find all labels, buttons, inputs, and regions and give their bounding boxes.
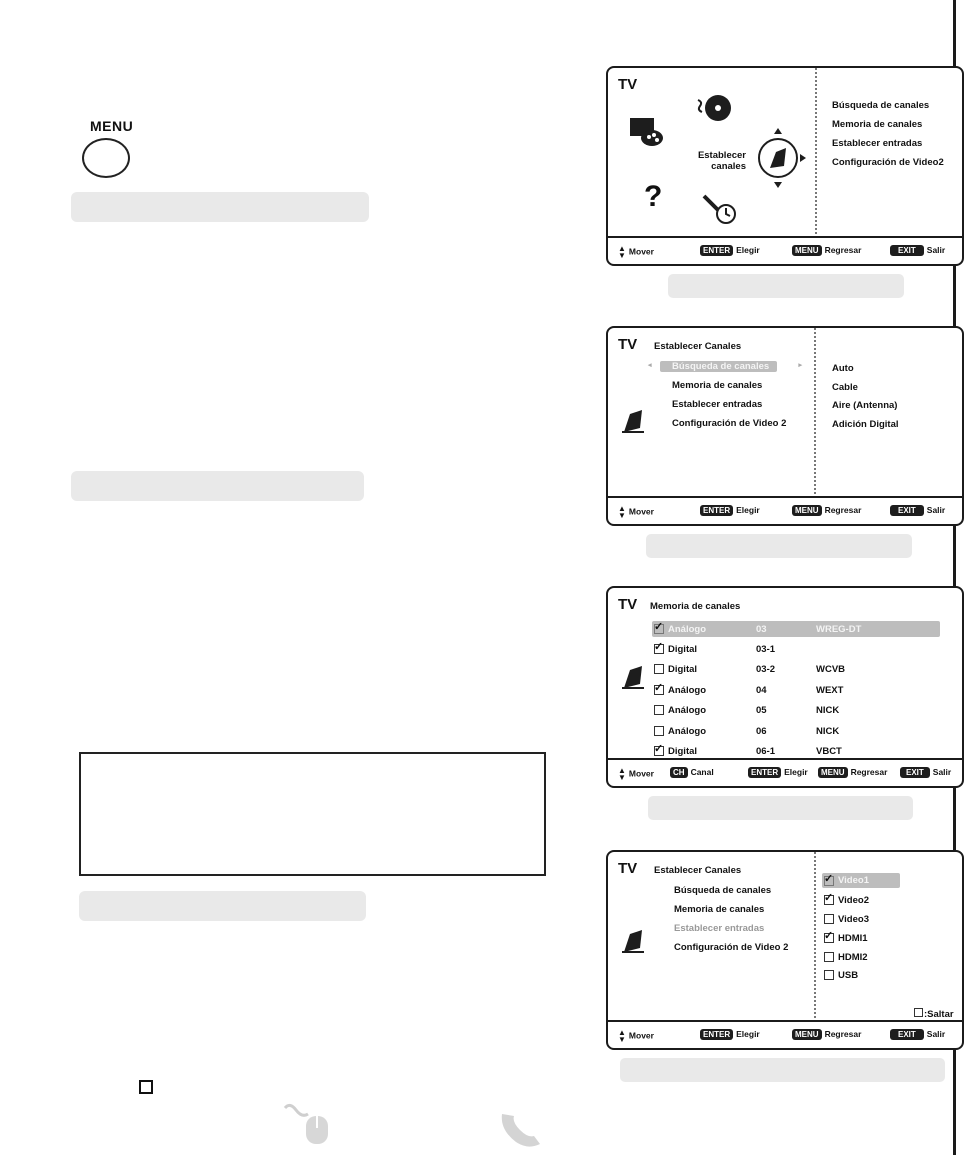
channel-row: ✓ Digital 03-1 <box>652 641 940 659</box>
menu-key-label: MENU <box>90 118 134 134</box>
menu-item-channel-search: Búsqueda de canales <box>832 100 930 111</box>
channel-setup-selector-icon <box>752 128 808 188</box>
checkbox-icon <box>654 746 664 756</box>
checkbox-icon <box>654 705 664 715</box>
footer-menu: MENU Regresar <box>818 767 887 778</box>
skip-square-icon <box>139 1080 153 1094</box>
setup-tools-icon <box>700 190 740 226</box>
screen-footer <box>608 758 962 786</box>
checkbox-icon <box>824 895 834 905</box>
checkbox-icon <box>654 624 664 634</box>
channel-row: ✓ Digital 06-1 VBCT <box>652 743 940 761</box>
channel-row: ✓ Análogo 04 WEXT <box>652 682 940 700</box>
footer-enter: ENTER Elegir <box>748 767 808 778</box>
checkbox-icon <box>654 726 664 736</box>
menu-item-channel-search: Búsqueda de canales <box>674 885 772 896</box>
checkbox-icon <box>654 664 664 674</box>
checkbox-icon <box>824 933 834 943</box>
channel-row: Análogo 06 NICK <box>652 723 940 741</box>
footer-exit: EXIT Salir <box>890 1029 945 1040</box>
checkbox-icon <box>654 644 664 654</box>
help-icon: ? <box>644 180 663 213</box>
center-label: Establecer canales <box>697 150 746 172</box>
screen-footer <box>608 1020 962 1048</box>
tv-screen-input-setup <box>606 850 964 1050</box>
menu-button-icon <box>82 138 130 178</box>
satellite-dish-icon <box>620 664 646 690</box>
up-down-arrow-icon: ▲ ▼ <box>618 766 626 782</box>
up-down-arrow-icon: ▲ ▼ <box>618 1028 626 1044</box>
panel-divider <box>815 68 817 238</box>
up-down-arrow-icon: ▲ ▼ <box>618 504 626 520</box>
channel-row: Digital 03-2 WCVB <box>652 661 940 679</box>
tv-screen-channel-setup <box>606 326 964 526</box>
menu-title: Memoria de canales <box>650 601 741 612</box>
step-heading-bar-1 <box>71 192 369 222</box>
skip-legend: :Saltar <box>914 1008 954 1020</box>
footer-move: ▲ ▼ Mover <box>618 504 654 520</box>
footer-move: ▲ ▼ Mover <box>618 766 654 782</box>
checkbox-icon <box>824 970 834 980</box>
input-row: ✓ Video2 <box>822 892 942 910</box>
option-auto: Auto <box>832 363 854 374</box>
checkbox-icon <box>654 685 664 695</box>
footer-exit: EXIT Salir <box>900 767 951 778</box>
option-air: Aire (Antenna) <box>832 400 898 411</box>
footer-move: ▲ ▼ Mover <box>618 244 654 260</box>
footer-menu: MENU Regresar <box>792 245 861 256</box>
menu-title: Establecer Canales <box>654 341 742 352</box>
menu-button-illustration <box>78 118 150 182</box>
caption-bar-1 <box>668 274 904 298</box>
checkbox-icon <box>824 914 834 924</box>
step-heading-bar-3 <box>79 891 366 921</box>
menu-item-input-setup: Establecer entradas <box>832 138 923 149</box>
footer-menu: MENU Regresar <box>792 1029 861 1040</box>
footer-channel: CH Canal <box>670 767 714 778</box>
satellite-dish-icon <box>620 408 646 434</box>
screen-footer <box>608 236 962 264</box>
option-digital-add: Adición Digital <box>832 419 899 430</box>
caption-bar-4 <box>620 1058 945 1082</box>
menu-item-channel-memory: Memoria de canales <box>672 380 763 391</box>
menu-item-input-setup: Establecer entradas <box>672 399 763 410</box>
input-row: HDMI2 <box>822 949 942 967</box>
tv-label: TV <box>618 860 638 877</box>
input-row: USB <box>822 967 942 985</box>
mouse-icon <box>282 1100 332 1146</box>
panel-divider <box>814 852 816 1022</box>
menu-item-video2-config: Configuración de Video 2 <box>674 942 789 953</box>
menu-item-input-setup: Establecer entradas <box>674 923 765 934</box>
footer-move: ▲ ▼ Mover <box>618 1028 654 1044</box>
menu-item-channel-memory: Memoria de canales <box>674 904 765 915</box>
option-cable: Cable <box>832 382 858 393</box>
menu-title: Establecer Canales <box>654 865 742 876</box>
step-heading-bar-2 <box>71 471 364 501</box>
menu-item-channel-search: ◂ Búsqueda de canales ▸ <box>648 361 802 372</box>
channel-row: ✓ Análogo 03 WREG-DT <box>652 621 940 637</box>
checkbox-icon <box>824 952 834 962</box>
input-row: ✓ HDMI1 <box>822 930 942 948</box>
menu-item-channel-memory: Memoria de canales <box>832 119 923 130</box>
footer-exit: EXIT Salir <box>890 505 945 516</box>
footer-exit: EXIT Salir <box>890 245 945 256</box>
input-row: ✓ Video1 <box>822 873 900 888</box>
tv-label: TV <box>618 76 638 93</box>
satellite-dish-icon <box>620 928 646 954</box>
screen-footer <box>608 496 962 524</box>
phone-icon <box>498 1110 544 1150</box>
note-box <box>79 752 546 876</box>
menu-item-video2-config: Configuración de Video2 <box>832 157 944 168</box>
tv-screen-main-menu <box>606 66 964 266</box>
caption-bar-3 <box>648 796 913 820</box>
footer-enter: ENTER Elegir <box>700 1029 760 1040</box>
input-row: Video3 <box>822 911 942 929</box>
checkbox-icon <box>824 876 834 886</box>
empty-checkbox-icon <box>914 1008 923 1017</box>
footer-menu: MENU Regresar <box>792 505 861 516</box>
caption-bar-2 <box>646 534 912 558</box>
footer-enter: ENTER Elegir <box>700 505 760 516</box>
picture-icon <box>628 114 664 148</box>
up-down-arrow-icon: ▲ ▼ <box>618 244 626 260</box>
tv-screen-channel-memory <box>606 586 964 788</box>
footer-enter: ENTER Elegir <box>700 245 760 256</box>
tv-label: TV <box>618 336 638 353</box>
panel-divider <box>814 328 816 498</box>
audio-icon <box>694 90 734 126</box>
menu-item-video2-config: Configuración de Video 2 <box>672 418 787 429</box>
channel-row: Análogo 05 NICK <box>652 702 940 720</box>
tv-label: TV <box>618 596 638 613</box>
